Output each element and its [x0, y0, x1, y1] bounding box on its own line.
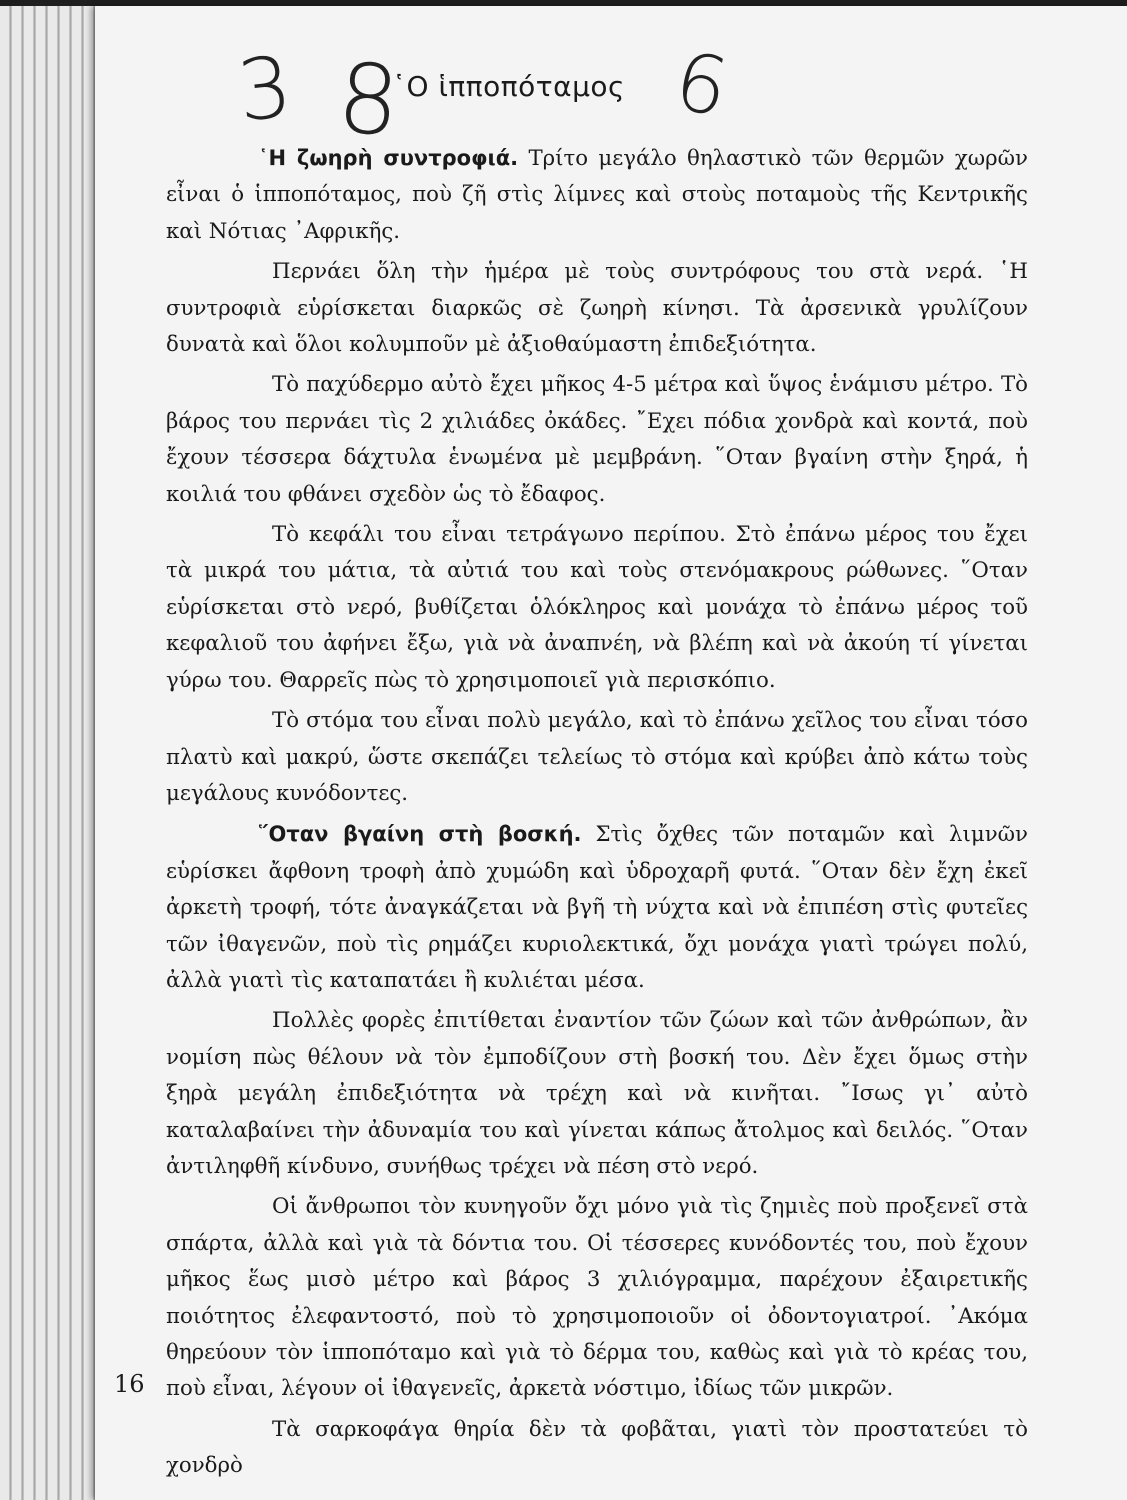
- paragraph-7: Πολλὲς φορὲς ἐπιτίθεται ἐναντίον τῶν ζώων καὶ τῶν ἀνθρώπων, ἂν νομίση πὼς θέλουν νὰ τὸν ἐμποδίζουν στὴ βοσκή του. Δὲν ἔχει ὅμως στὴν ξηρὰ μεγάλη ἐπιδεξιότητα νὰ τρέχη καὶ νὰ κινῆται. ῎Ισως γι᾿ αὐτὸ καταλαβαίνει τὴν ἀδυναμία του καὶ γίνεται κάπως ἄτολμος καὶ δειλός. ῞Οταν ἀντιληφθῆ κίνδυνο, συνήθως τρέχει νὰ πέση στὸ νερό.: [166, 1008, 1028, 1179]
- paragraph-2: Περνάει ὅλη τὴν ἡμέρα μὲ τοὺς συντρόφους του στὰ νερά. ῾Η συντροφιὰ εὑρίσκεται διαρκῶς σὲ ζωηρὴ κίνησι. Τὰ ἀρσενικὰ γρυλίζουν δυνατὰ καὶ ὅλοι κολυμποῦν μὲ ἀξιοθαύμαστη ἐπιδεξιότητα.: [166, 259, 1028, 358]
- paragraph-6: [166, 816, 1028, 999]
- paragraph-3: Τὸ παχύδερμο αὐτὸ ἔχει μῆκος 4-5 μέτρα καὶ ὕψος ἑνάμισυ μέτρο. Τὸ βάρος του περνάει τὶς 2 χιλιάδες ὀκάδες. ῎Εχει πόδια χονδρὰ καὶ κοντά, ποὺ ἔχουν τέσσερα δάχτυλα ἑνωμένα μὲ μεμβράνη. ῞Οταν βγαίνη στὴν ξηρά, ἡ κοιλιά του φθάνει σχεδὸν ὡς τὸ ἔδαφος.: [166, 372, 1028, 507]
- handwritten-note-6: 6: [666, 33, 737, 136]
- paragraph-8: Οἱ ἄνθρωποι τὸν κυνηγοῦν ὄχι μόνο γιὰ τὶς ζημιὲς ποὺ προξενεῖ στὰ σπάρτα, ἀλλὰ καὶ γιὰ τὰ δόντια του. Οἱ τέσσερες κυνόδοντές του, ποὺ ἔχουν μῆκος ἕως μισὸ μέτρο καὶ βάρος 3 χιλιόγραμμα, παρέχουν ἐξαιρετικῆς ποιότητος ἐλεφαντοστό, ποὺ τὸ χρησιμοποιοῦν οἱ ὀδοντογιατροί. ᾿Ακόμα θηρεύουν τὸν ἱπποπόταμο καὶ γιὰ τὸ δέρμα του, καθὼς καὶ γιὰ τὸ κρέας του, ποὺ εἶναι, λέγουν οἱ ἰθαγενεῖς, ἀρκετὰ νόστιμο, ἰδίως τῶν μικρῶν.: [166, 1194, 1028, 1402]
- paragraph-1-text: Τρίτο μεγάλο θηλαστικὸ τῶν θερμῶν χωρῶν εἶναι ὁ ἱπποπόταμος, ποὺ ζῆ στὶς λίμνες καὶ στοὺς ποταμοὺς τῆς Κεντρικῆς καὶ Νότιας ᾿Αφρικῆς.: [166, 146, 1028, 244]
- body-text: [166, 140, 1028, 1485]
- paragraph-6-text: Στὶς ὄχθες τῶν ποταμῶν καὶ λιμνῶν εὑρίσκει ἄφθονη τροφὴ ἀπὸ χυμώδη καὶ ὑδροχαρῆ φυτά. ῞Οταν δὲν ἔχη ἐκεῖ ἀρκετὴ τροφή, τότε ἀναγκάζεται νὰ βγῆ τὴ νύχτα καὶ νὰ ἐπιπέση στὶς φυτεῖες τῶν ἰθαγενῶν, ποὺ τὶς ρημάζει κυριολεκτικά, ὄχι μονάχα γιατὶ τρώγει πολύ, ἀλλὰ γιατὶ τὶς καταπατάει ἢ κυλιέται μέσα.: [166, 822, 1028, 993]
- section-heading-lively-company: ῾Η ζωηρὴ συντροφιά.: [258, 146, 519, 170]
- page-title: ῾Ο ἱπποπόταμος: [392, 70, 625, 103]
- page-number: 16: [114, 1370, 145, 1398]
- handwritten-note-3: 3: [233, 37, 297, 141]
- paragraph-5: Τὸ στόμα του εἶναι πολὺ μεγάλο, καὶ τὸ ἐπάνω χεῖλος του εἶναι τόσο πλατὺ καὶ μακρύ, ὥστε σκεπάζει τελείως τὸ στόμα καὶ κρύβει ἀπὸ κάτω τοὺς μεγάλους κυνόδοντες.: [166, 708, 1028, 806]
- paragraph-4: Τὸ κεφάλι του εἶναι τετράγωνο περίπου. Στὸ ἐπάνω μέρος του ἔχει τὰ μικρά του μάτια, τὰ αὐτιά του καὶ τοὺς στενόμακρους ρώθωνες. ῞Οταν εὑρίσκεται στὸ νερό, βυθίζεται ὁλόκληρος καὶ μονάχα τὸ ἐπάνω μέρος τοῦ κεφαλιοῦ του ἀφήνει ἔξω, γιὰ νὰ ἀναπνέη, νὰ βλέπη καὶ νὰ ἀκούη τί γίνεται γύρω του. Θαρρεῖς πὼς τὸ χρησιμοποιεῖ γιὰ περισκόπιο.: [166, 522, 1028, 693]
- paragraph-1: [166, 140, 1028, 250]
- handwritten-note-8: 8: [334, 42, 403, 158]
- stacked-page-edges: [0, 6, 110, 1500]
- section-heading-grazing: ῞Οταν βγαίνη στὴ βοσκή.: [258, 822, 582, 847]
- paragraph-9: Τὰ σαρκοφάγα θηρία δὲν τὰ φοβᾶται, γιατὶ τὸν προστατεύει τὸ χονδρὸ: [166, 1416, 1028, 1479]
